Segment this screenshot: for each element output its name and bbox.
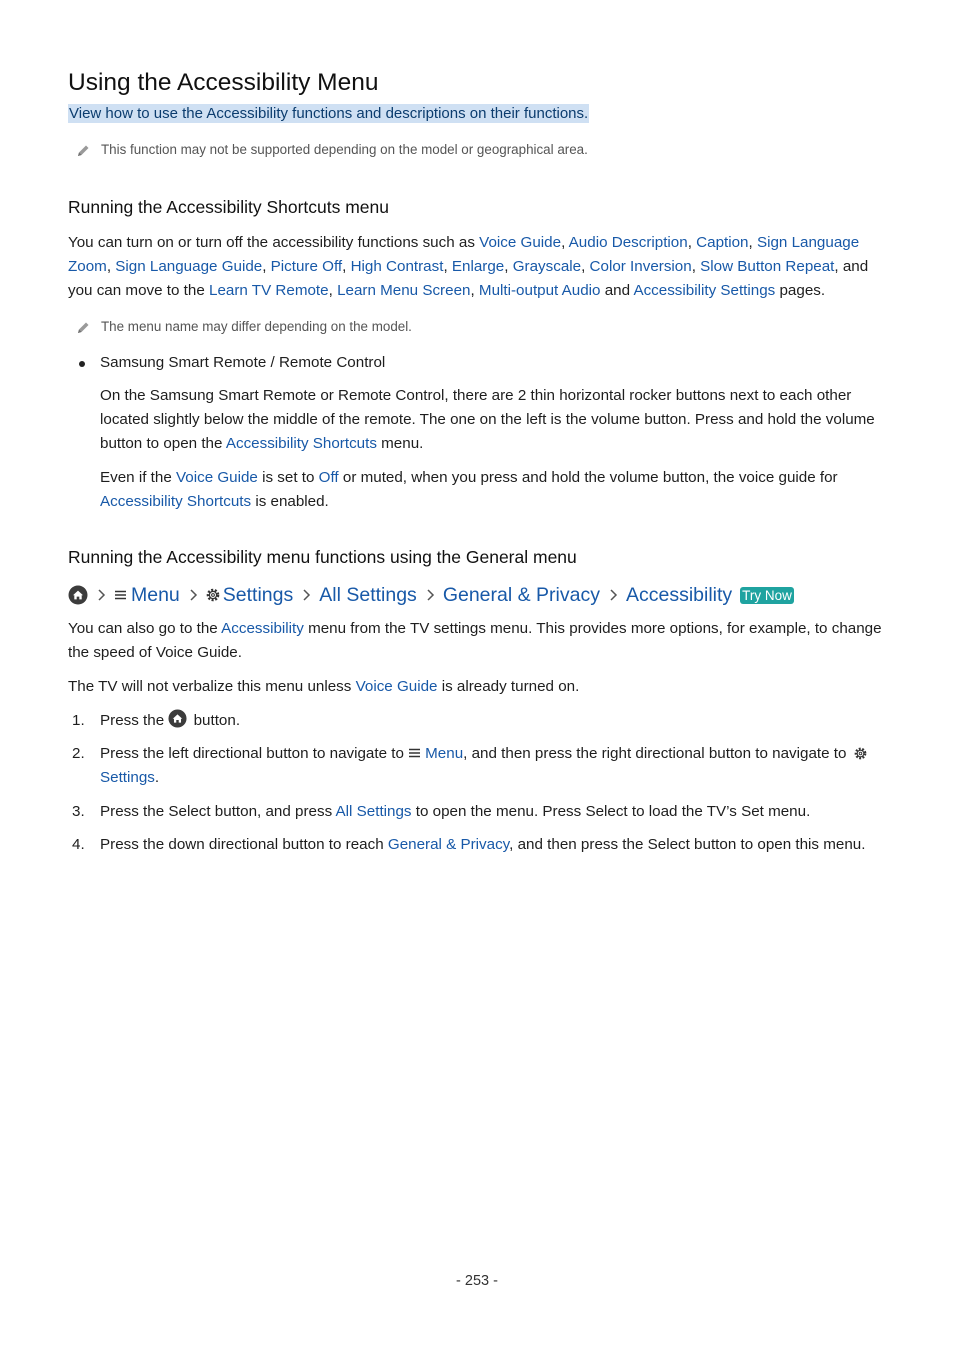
chevron-right-icon [97, 589, 107, 601]
link-accessibility-shortcuts[interactable]: Accessibility Shortcuts [225, 435, 377, 452]
menu-icon [408, 747, 421, 759]
page-subtitle: View how to use the Accessibility functions and descriptions on their functions. [69, 105, 589, 122]
page-title: Using the Accessibility Menu [68, 69, 379, 96]
chevron-right-icon [189, 589, 199, 601]
chevron-right-icon [302, 589, 312, 601]
link-picture-off[interactable]: Picture Off [270, 258, 343, 275]
note-text: This function may not be supported depending on the model or geographical area. [101, 142, 588, 157]
link-voice-guide[interactable]: Voice Guide [479, 234, 562, 251]
pencil-icon [75, 143, 91, 159]
path-menu[interactable]: Menu [131, 584, 180, 606]
voice-guide-paragraph: Even if the Voice Guide is set to Off or muted, when you press and hold the volume button, the voice guide for Accessibility Shortcuts is enabled. [100, 469, 838, 510]
link-slow-button-repeat[interactable]: Slow Button Repeat [700, 258, 835, 275]
link-general-privacy[interactable]: General & Privacy [387, 836, 510, 853]
path-all-settings[interactable]: All Settings [319, 584, 417, 606]
settings-icon [854, 747, 867, 760]
link-high-contrast[interactable]: High Contrast [350, 258, 444, 275]
step-item: 2. Press the left directional button to navigate to Menu, and then press the right directional button to navigate to Settings. [68, 742, 882, 790]
link-voice-guide[interactable]: Voice Guide [355, 678, 438, 695]
path-accessibility[interactable]: Accessibility [625, 584, 733, 606]
accessibility-menu-paragraph: You can also go to the Accessibility menu from the TV settings menu. This provides more options, for example, to change the speed of Voice Guide. [68, 620, 882, 661]
path-general-privacy[interactable]: General & Privacy [442, 584, 600, 606]
menu-icon [114, 589, 127, 601]
shortcuts-intro-paragraph: You can turn on or turn off the accessibility functions such as Voice Guide, Audio Description, Caption, Sign Language Zoom, Sign Language Guide, Picture Off, High Contrast, Enlarge, Grayscale, Color Inversion, Slow Button Repeat, and you can move to the Learn TV Remote, Learn Menu Screen, Multi-output Audio and Accessibility Settings pages. [68, 234, 869, 299]
link-sign-language-zoom[interactable]: Sign Language Zoom [68, 234, 860, 275]
link-accessibility[interactable]: Accessibility [221, 620, 304, 637]
link-caption[interactable]: Caption [696, 234, 749, 251]
link-menu[interactable]: Menu [425, 745, 464, 762]
page-number: - 253 - [456, 1273, 498, 1289]
link-audio-description[interactable]: Audio Description [568, 234, 688, 251]
link-color-inversion[interactable]: Color Inversion [589, 258, 692, 275]
verbalize-paragraph: The TV will not verbalize this menu unless Voice Guide is already turned on. [68, 678, 580, 695]
chevron-right-icon [609, 589, 619, 601]
link-enlarge[interactable]: Enlarge [451, 258, 505, 275]
home-icon[interactable] [68, 585, 88, 605]
chevron-right-icon [426, 589, 436, 601]
link-accessibility-shortcuts[interactable]: Accessibility Shortcuts [100, 493, 252, 510]
link-accessibility-settings[interactable]: Accessibility Settings [633, 282, 776, 299]
step-item: 1. Press the button. [68, 709, 882, 733]
home-icon [168, 709, 187, 728]
bullet-remote-control [68, 351, 882, 375]
try-now-button[interactable]: Try Now [742, 587, 792, 603]
page-content [68, 66, 882, 857]
section-heading-shortcuts: Running the Accessibility Shortcuts menu [68, 197, 389, 217]
remote-description-paragraph: On the Samsung Smart Remote or Remote Control, there are 2 thin horizontal rocker buttons next to each other located slightly below the middle of the remote. The one on the left is the volume button. Press and hold the volume button to open the Accessibility Shortcuts menu. [100, 387, 875, 452]
link-settings[interactable]: Settings [100, 769, 155, 786]
link-multi-output-audio[interactable]: Multi-output Audio [478, 282, 601, 299]
note-text: The menu name may differ depending on the model. [101, 319, 412, 334]
note-availability [68, 140, 882, 160]
link-voice-guide[interactable]: Voice Guide [175, 469, 258, 486]
link-off[interactable]: Off [318, 469, 339, 486]
link-sign-language-guide[interactable]: Sign Language Guide [115, 258, 263, 275]
menu-path [68, 582, 882, 608]
link-learn-menu-screen[interactable]: Learn Menu Screen [337, 282, 471, 299]
bullet-dot [79, 361, 85, 367]
note-menu-name [68, 317, 882, 337]
link-grayscale[interactable]: Grayscale [512, 258, 582, 275]
section-heading-general-menu: Running the Accessibility menu functions using the General menu [68, 547, 577, 567]
step-item: 4. Press the down directional button to reach General & Privacy, and then press the Select button to open this menu. [72, 836, 866, 853]
step-item: 3. Press the Select button, and press All Settings to open the menu. Press Select to load the TV’s Set menu. [72, 803, 811, 820]
link-all-settings[interactable]: All Settings [335, 803, 412, 820]
pencil-icon [75, 320, 91, 336]
link-learn-tv-remote[interactable]: Learn TV Remote [209, 282, 329, 299]
bullet-text: Samsung Smart Remote / Remote Control [100, 354, 386, 371]
path-settings[interactable]: Settings [222, 584, 294, 606]
settings-icon [206, 588, 220, 602]
